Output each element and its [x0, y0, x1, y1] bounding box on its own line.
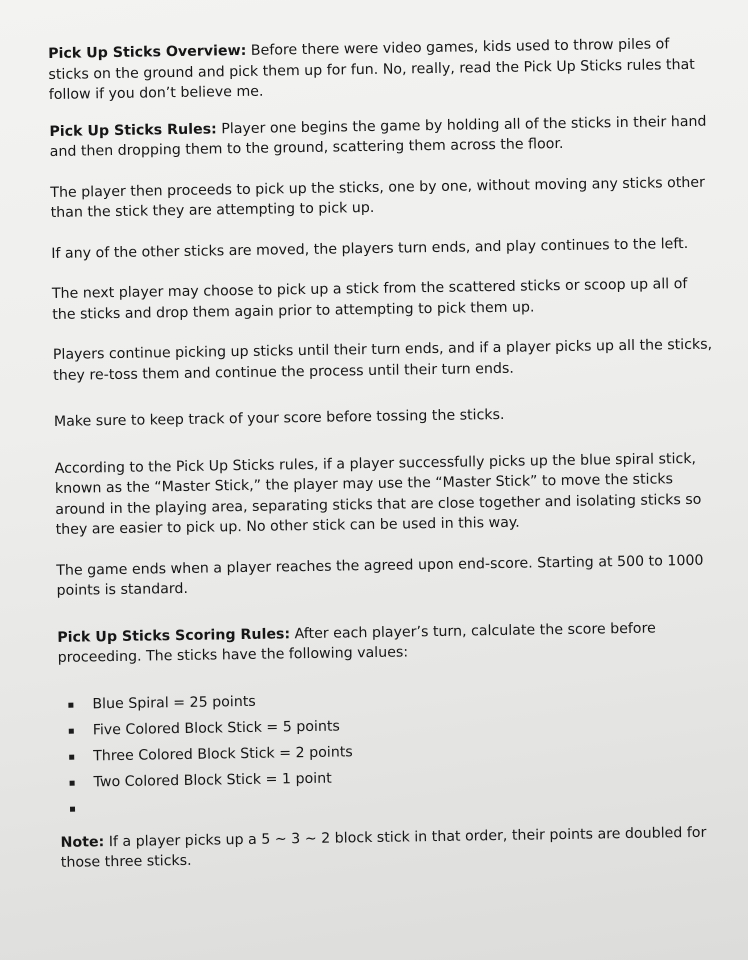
scoring-paragraph	[57, 617, 718, 668]
rule-paragraph-1: The player then proceeds to pick up the sticks, one by one, without moving any sticks other than the stick they are attempting to pick up.	[50, 174, 706, 221]
stick-values-list	[58, 684, 720, 824]
document-body	[48, 34, 721, 874]
rules-text: Player one begins the game by holding all of the sticks in their hand and then dropping them to the ground, scattering them across the floor.	[49, 113, 707, 160]
note-paragraph	[60, 822, 721, 873]
list-item-text: Two Colored Block Stick = 1 point	[93, 770, 332, 790]
scoring-heading: Pick Up Sticks Scoring Rules:	[57, 625, 291, 646]
bullet-icon	[69, 728, 74, 733]
rule-paragraph-7: The game ends when a player reaches the agreed upon end-score. Starting at 500 to 1000 points is standard.	[56, 552, 704, 599]
note-heading: Note:	[60, 833, 105, 851]
rule-paragraph-6: According to the Pick Up Sticks rules, if a player successfully picks up the blue spiral stick, known as the “Master Stick,” the player may use the “Master Stick” to move the sticks around in the playing area, separating sticks that are close together and isolating sticks so they are easier to pick up. No other stick can be used in this way.	[54, 450, 702, 538]
list-item-text: Blue Spiral = 25 points	[92, 693, 256, 712]
bullet-icon	[70, 806, 75, 811]
overview-paragraph	[48, 34, 709, 106]
list-item-text: Three Colored Block Stick = 2 points	[93, 743, 353, 764]
bullet-icon	[68, 702, 73, 707]
rule-paragraph-5: Make sure to keep track of your score before tossing the sticks.	[53, 406, 505, 430]
bullet-icon	[70, 780, 75, 785]
rule-paragraph-4: Players continue picking up sticks until their turn ends, and if a player picks up all the sticks, they re-toss them and continue the process until their turn ends.	[52, 336, 713, 384]
note-text: If a player picks up a 5 ~ 3 ~ 2 block stick in that order, their points are doubled for those three sticks.	[60, 824, 707, 871]
overview-text: Before there were video games, kids used to throw piles of sticks on the ground and pick them up for fun. No, really, read the Pick Up Sticks rules that follow if you don’t believe me.	[48, 36, 695, 103]
rule-paragraph-2: If any of the other sticks are moved, the players turn ends, and play continues to the left.	[51, 235, 689, 262]
rules-heading: Pick Up Sticks Rules:	[49, 120, 217, 140]
overview-heading: Pick Up Sticks Overview:	[48, 42, 247, 62]
list-item-text: Five Colored Block Stick = 5 points	[92, 718, 340, 738]
scoring-text: After each player’s turn, calculate the score before proceeding. The sticks have the following values:	[57, 620, 656, 666]
bullet-icon	[69, 754, 74, 759]
rules-paragraph	[49, 111, 710, 162]
rule-paragraph-3: The next player may choose to pick up a stick from the scattered sticks or scoop up all of the sticks and drop them again prior to attempting to pick them up.	[51, 275, 688, 323]
